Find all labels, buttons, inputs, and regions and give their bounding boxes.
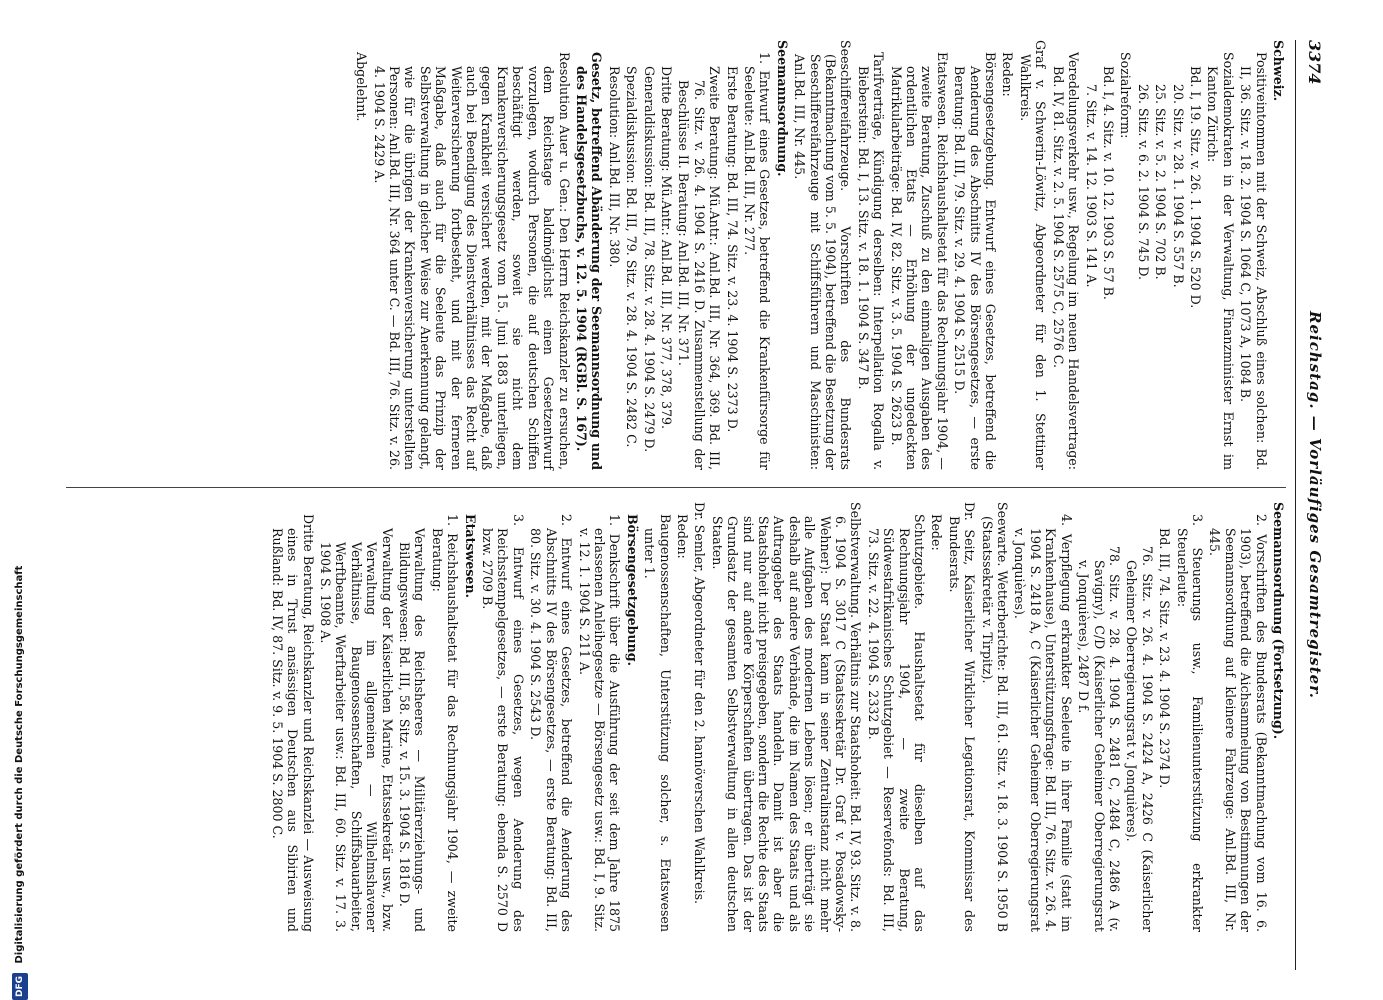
register-entry: Reden: bbox=[674, 514, 690, 559]
register-entry: 26. Sitz. v. 6. 2. 1904 S. 745 D. bbox=[1135, 84, 1151, 280]
register-entry: 7. Sitz. v. 14. 12. 1903 S. 141 A. bbox=[1083, 84, 1099, 288]
register-entry: Erste Beratung: Bd. III, 74. Sitz. v. 23. 4. 1904 S. 2373 D. bbox=[724, 66, 740, 433]
register-entry: Reden: bbox=[1000, 52, 1016, 97]
register-entry: Resolution: Anl.Bd. III, Nr. 380. bbox=[606, 66, 622, 268]
register-entry: Dritte Beratung: Mü.Antr.: Anl.Bd. III, Nr. 377, 378, 379. bbox=[658, 66, 674, 429]
register-entry: Schweiz. bbox=[1271, 40, 1286, 102]
register-entry: Graf v. Schwerin-Löwitz, Abgeordneter für den 1. Stettiner Wahlkreis. bbox=[1017, 40, 1049, 470]
register-entry: Seemannsordnung (Fortsetzung). bbox=[1271, 502, 1286, 740]
credit-text: Digitalisierung gefördert durch die Deutsche Forschungsgemeinschaft bbox=[14, 565, 25, 964]
register-entry: Etatswesen. bbox=[462, 514, 478, 598]
register-entry: Bd. I, 19. Sitz. v. 26. 1. 1904 S. 520 D. bbox=[1187, 66, 1203, 309]
register-entry: Bd. III, 74. Sitz. v. 23. 4. 1904 S. 2374 D. bbox=[1157, 528, 1173, 789]
register-entry: 2. Entwurf eines Gesetzes, betreffend die Aenderung des Abschnitts IV des Börsengesetzes, — erste Beratung: Bd. III, 80. Sitz. v. 30. 4. 1904 S. 2543 D. bbox=[528, 514, 575, 932]
column-divider bbox=[66, 487, 1286, 488]
register-entry: 20. Sitz. v. 28. 1. 1904 S. 557 B. bbox=[1170, 84, 1186, 288]
register-entry: Baugenossenschaften, Unterstützung solcher, s. Etatswesen unter 1. bbox=[642, 514, 673, 932]
register-entry: Etatswesen. Reichshaushaltsetat für das Rechnungsjahr 1904, — zweite Beratung, Zuschuß zu den einmaligen Ausgaben des ordentlichen Etats — Erhöhung der ungedeckten Matrikularbeiträge: Bd. IV, 82. Sitz. v. 3. 5. 1904 S. 2623 B. bbox=[888, 52, 950, 470]
dfg-logo: DFG bbox=[12, 973, 28, 1000]
register-entry: Seewarte. Wetterberichte: Bd. III, 61. Sitz. v. 18. 3. 1904 S. 1950 B (Staatssekretär v. Tirpitz). bbox=[979, 502, 1011, 932]
register-entry: Veredelungsverkehr usw., Regelung im neuen Handelsvertrage: Bd. IV, 81. Sitz. v. 2. 5. 1904 S. 2575 C, 2576 C. bbox=[1050, 52, 1082, 470]
register-entry: 78. Sitz. v. 28. 4. 1904 S. 2481 C, 2484 C, 2486 A (v. Savigny), C/D (Kaiserlicher Geheimer Oberregierungsrat v. Jonquières), 2487 D f. bbox=[1076, 546, 1122, 932]
register-entry: Positiveintommen mit der Schweiz, Abschluß eines solchen: Bd. II, 36. Sitz. v. 18. 2. 1904 S. 1064 C, 1073 A, 1084 B. bbox=[1238, 52, 1269, 470]
register-entry: 3. Steuerungs usw., Familienunterstützung erkrankter Steuerleute: bbox=[1174, 514, 1205, 932]
register-entry: 1. Entwurf eines Gesetzes, betreffend die Krankenfürsorge für Seeleute: Anl.Bd. III, Nr. 277. bbox=[742, 52, 773, 470]
register-entry: 76. Sitz. v. 26. 4. 1904 S. 2424 A, 2426 C (Kaiserlicher Geheimer Oberregierungsrat v. Jonquières). bbox=[1124, 546, 1155, 932]
rotated-document-page bbox=[30, 40, 1330, 970]
running-title: Reichstag. — Vorläufiges Gesamtregister. bbox=[1306, 311, 1324, 699]
register-entry: 25. Sitz. v. 5. 2. 1904 S. 702 B. bbox=[1153, 84, 1169, 280]
register-entry: Spezialdiskussion: Bd. III, 79. Sitz. v. 28. 4. 1904 S. 2482 C. bbox=[624, 66, 640, 448]
register-entry: Sozialdemokraten in der Verwaltung, Finanzminister Ernst im Kanton Zürich: bbox=[1205, 52, 1236, 470]
register-entry: Verwaltung des Reichsheeres — Militärerziehungs- und Bildungswesen: Bd. III, 58. Sitz. v. 15. 3. 1904 S. 1816 D. bbox=[397, 528, 428, 932]
register-entry: 1. Reichshaushaltsetat für das Rechnungsjahr 1904, — zweite Beratung: bbox=[429, 514, 461, 932]
register-entry: Verwaltung der Kaiserlichen Marine, Etatssekretär usw., bzw. Verwaltung im allgemeinen — Wilhelmshavener Verhältnisse, Baugenossenschaften, Schiffsbauarbeiter, Werftbeamte, Werftarbeiter usw.: Bd. III, 60. Sitz. v. 17. 3. 1904 S. 1908 A. bbox=[318, 528, 395, 932]
register-entry: Rede: bbox=[929, 514, 945, 551]
page-number: 3374 bbox=[1305, 40, 1324, 85]
register-entry: Seemannsordnung. bbox=[774, 40, 790, 177]
register-entry: Dr. Seitz, Kaiserlicher Wirklicher Legationsrat, Kommissar des Bundesrats. bbox=[946, 502, 978, 932]
page-header bbox=[1295, 40, 1330, 970]
register-entry: Börsengesetzgebung. Entwurf eines Gesetzes, betreffend die Aenderung des Abschnitts IV des Börsengesetzes, — erste Beratung: Bd. III, 79. Sitz. v. 29. 4. 1904 S. 2515 D. bbox=[952, 52, 999, 470]
register-entry: Seeschiffereifahrzeuge. Vorschriften des Bundesrats (Bekanntmachung vom 5. 5. 1904), betreffend die Besetzung der Seeschiffereifahrzeuge mit Schiffsführern und Maschinisten: Anl.Bd. III, Nr. 445. bbox=[792, 40, 854, 470]
register-entry: Generaldiskussion: Bd. III, 78. Sitz. v. 28. 4. 1904 S. 2479 D. bbox=[641, 66, 657, 453]
register-entry: 3. Entwurf eines Gesetzes, wegen Aenderung des Reichsstempelgesetzes, — erste Beratung: ebenda S. 2570 D bzw. 2709 B. bbox=[480, 514, 526, 932]
digitization-credit bbox=[12, 0, 28, 1000]
register-entry: Börsengesetzgebung. bbox=[624, 514, 640, 666]
register-entry: Abgelehnt. bbox=[354, 52, 370, 122]
register-entry: 2. Vorschriften des Bundesrats (Bekanntmachung vom 16. 6. 1903), betreffend die Aichsammelung von Bestimmungen der Seemannsordnung auf kleinere Fahrzeuge: Anl.Bd. III, Nr. 445. bbox=[1207, 514, 1269, 932]
left-column bbox=[66, 40, 1286, 470]
register-entry: Gesetz, betreffend Abänderung der Seemannsordnung und des Handelsgesetzbuchs, v. 12. 5. 1904 (RGBl. S. 167). bbox=[573, 52, 605, 470]
register-entry: Tarifverträge, Kündigung derselben: Interpellation Rogalla v. Bieberstein: Bd. I, 13. Sitz. v. 18. 1. 1904 S. 347 B. bbox=[855, 52, 887, 470]
register-entry: Selbstverwaltung. Verhältnis zur Staatshoheit: Bd. IV, 93. Sitz. v. 8. 6. 1904 S. 3017 C (Staatssekretär Dr. Graf v. Posadowsky-Wehner): Der Staat kann in seiner Zentralinstanz nicht mehr alle Aufgaben des modernen Lebens lösen; er überträgt sie deshalb auf andere Verbände, die im Namen des Staats und als Auftraggeber des Staats handeln. Damit ist aber die Staatshoheit nicht preisgegeben, sondern die Rechte des Staats sind nur auf andere Körperschaften übertragen. Das ist der Grundsatz der gesamten Selbstverwaltung in allen deutschen Staaten. bbox=[709, 502, 864, 932]
register-entry: Resolution Auer u. Gen.: Den Herrn Reichskanzler zu ersuchen, dem Reichstage baldmöglichst einen Gesetzentwurf vorzulegen, wodurch Personen, die auf deutschen Schiffen beschäftigt werden, soweit sie nicht dem Krankenversicherungsgesetz vom 15. Juni 1883 unterliegen, gegen Krankheit versichert werden, mit der Maßgabe, daß auch bei Beendigung des Dienstverhältnisses das Recht auf Weiterversicherung fortbesteht, und mit der ferneren Maßgabe, daß auch für die Seeleute das Prinzip der Selbstverwaltung in gleicher Weise zur Anerkennung gelangt, wie für die übrigen der Krankenversicherung unterstellten Personen: Anl.Bd. III, Nr. 364 unter C. — Bd. III, 76. Sitz. v. 26. 4. 1904 S. 2429 A. bbox=[371, 52, 572, 470]
register-entry: Bd. I, 4. Sitz. v. 10. 12. 1903 S. 57 B. bbox=[1100, 66, 1116, 300]
register-entry: Sozialreform: bbox=[1118, 52, 1134, 139]
register-entry: 1. Denkschrift über die Ausführung der seit dem Jahre 1875 erlassenen Anleihegesetze — Börsengesetz usw.: Bd. I, 9. Sitz. v. 12. 1. 1904 S. 211 A. bbox=[576, 514, 623, 932]
register-entry: 4. Verpflegung erkrankter Seeleute in ihrer Familie (statt im Krankenhause), Unterstützungsfrage: Bd. III, 76. Sitz. v. 26. 4. 1904 S. 2418 A, C (Kaiserlicher Geheimer Oberregierungsrat v. Jonquières). bbox=[1012, 514, 1074, 932]
right-column bbox=[66, 502, 1286, 932]
register-entry: Dr. Semler, Abgeordneter für den 2. hannöverschen Wahlkreis. bbox=[692, 502, 708, 905]
register-entry: Zweite Beratung: Mü.Antr.: Anl.Bd. III, Nr. 364, 369. Bd. III, 76. Sitz. v. 26. 4. 1904 S. 2416 D. Zusammenstellung der Beschlüsse II. Beratung: Anl.Bd. III, Nr. 371. bbox=[676, 66, 723, 470]
register-entry: Schutzgebiete. Haushaltsetat für dieselben auf das Rechnungsjahr 1904, — zweite Beratung, Südwestafrikanisches Schutzgebiet — Reservefonds: Bd. III, 73. Sitz. v. 22. 4. 1904 S. 2332 B. bbox=[865, 514, 928, 932]
register-entry: Dritte Beratung, Reichskanzler und Reichskanzlei — Ausweisung eines in Trust ansässigen Deutschen aus Sibirien und Rußland: Bd. IV, 87. Sitz. v. 9. 5. 1904 S. 2800 C. bbox=[269, 514, 316, 932]
